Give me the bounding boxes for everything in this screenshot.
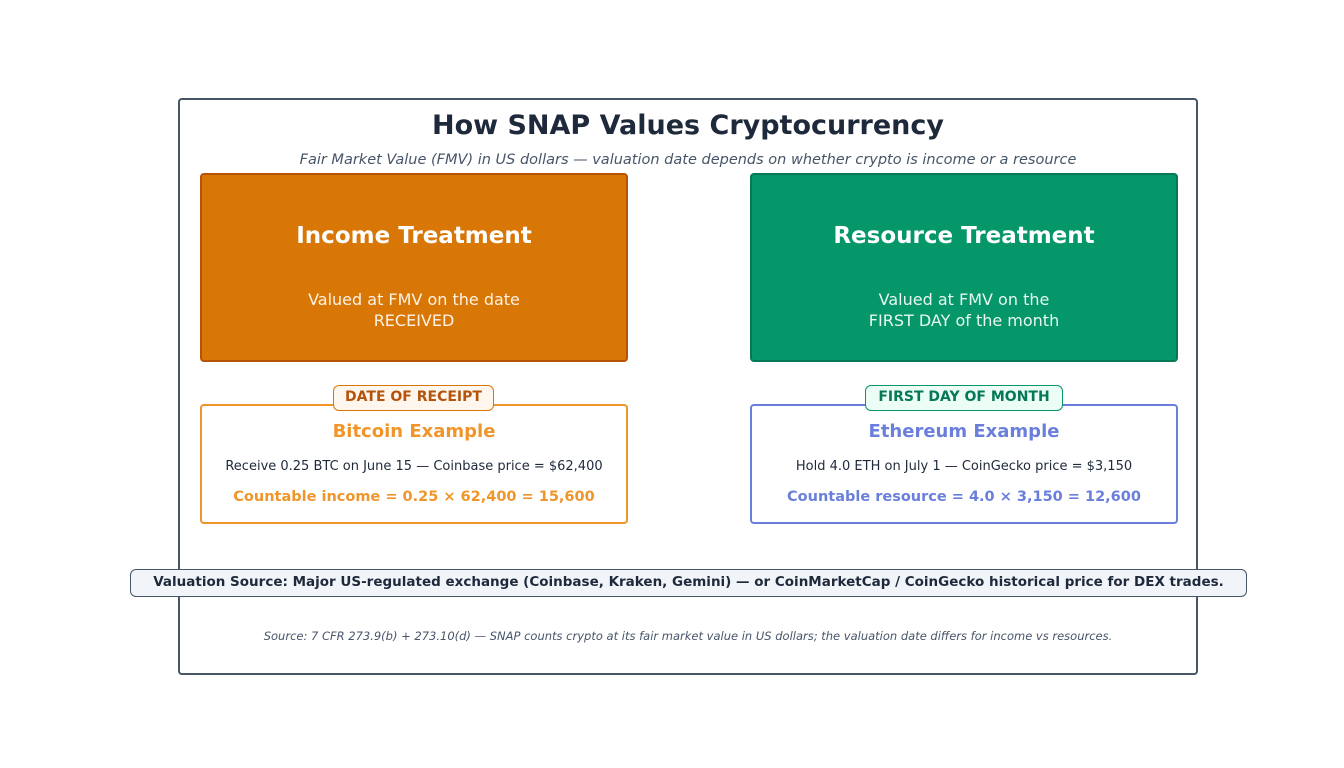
resource-treatment-title: Resource Treatment: [833, 223, 1095, 249]
resource-desc-line1: Valued at FMV on the: [878, 290, 1050, 309]
ethereum-example-box: [750, 404, 1178, 524]
income-desc-line2: RECEIVED: [373, 311, 455, 330]
income-treatment-title: Income Treatment: [296, 223, 532, 249]
income-treatment-description: [242, 289, 586, 331]
ethereum-example-detail: Hold 4.0 ETH on July 1 — CoinGecko price = $3,150: [795, 459, 1133, 474]
source-citation: Source: 7 CFR 273.9(b) + 273.10(d) — SNAP counts crypto at its fair market value in US dollars; the valuation date differs for income vs resources.: [263, 629, 1113, 643]
diagram-subtitle: Fair Market Value (FMV) in US dollars — valuation date depends on whether crypto is income or a resource: [299, 152, 1077, 168]
bitcoin-example-calculation: Countable income = 0.25 × 62,400 = 15,600: [233, 489, 595, 505]
first-day-of-month-badge: FIRST DAY OF MONTH: [865, 385, 1063, 411]
ethereum-example-calculation: Countable resource = 4.0 × 3,150 = 12,600: [787, 489, 1141, 505]
ethereum-example-title: Ethereum Example: [868, 421, 1060, 442]
resource-desc-line2: FIRST DAY of the month: [868, 311, 1060, 330]
date-of-receipt-badge: DATE OF RECEIPT: [333, 385, 494, 411]
income-desc-line1: Valued at FMV on the date: [308, 290, 520, 309]
resource-treatment-box: [750, 173, 1178, 362]
valuation-source-note: Valuation Source: Major US-regulated exchange (Coinbase, Kraken, Gemini) — or CoinMarketCap / CoinGecko historical price for DEX trades.: [130, 569, 1247, 597]
diagram-title: How SNAP Values Cryptocurrency: [431, 110, 945, 141]
income-treatment-box: [200, 173, 628, 362]
bitcoin-example-box: [200, 404, 628, 524]
bitcoin-example-detail: Receive 0.25 BTC on June 15 — Coinbase price = $62,400: [225, 459, 603, 474]
resource-treatment-description: [792, 289, 1136, 331]
bitcoin-example-title: Bitcoin Example: [332, 421, 496, 442]
